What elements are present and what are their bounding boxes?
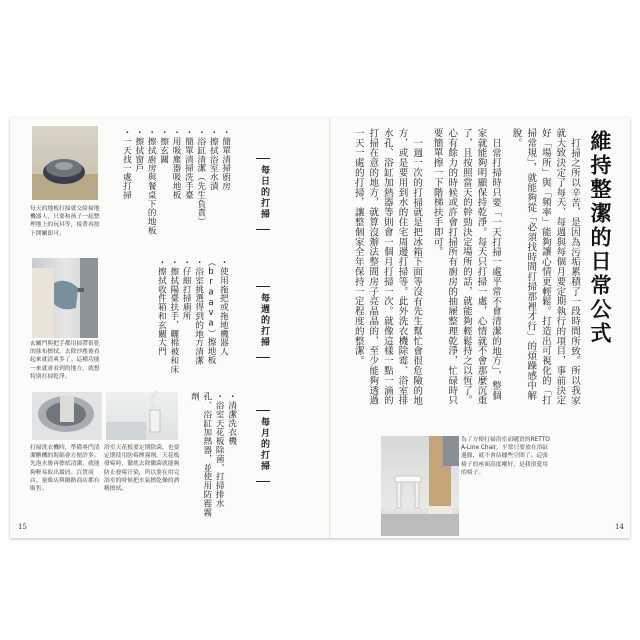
- page-number-left: 15: [18, 523, 27, 531]
- door-cleaning-photo: [32, 258, 98, 338]
- bath-chair-photo: [381, 436, 459, 536]
- monthly-cleaning-heading-box: [256, 410, 270, 482]
- daily-task-item: ・擦玄關: [158, 128, 169, 164]
- washing-machine-illustration: [32, 392, 102, 440]
- right-page: [331, 118, 630, 538]
- daily-task-item: ・擦拭廚房與餐桌下的地板: [146, 128, 157, 235]
- page-title: 維持整潔的日常公式: [588, 130, 612, 346]
- weekly-task-item: ・浴室挑選得到的地方清潔: [193, 258, 204, 365]
- bathroom-fogger-illustration: [106, 392, 178, 440]
- weekly-cleaning-heading: 每週的打掃: [259, 293, 269, 348]
- daily-task-list: [120, 128, 232, 253]
- photo-caption-door: 玄關門與把手都用掃帶很乾的抹布擦拭，去除沙塵後看起來就清爽多了。這種功能一來就會看到的地方，就想特別打掃乾淨。: [30, 341, 100, 380]
- daily-task-item: ・浴缸清潔（先生負責）: [195, 128, 206, 226]
- body-paragraphs: [352, 128, 581, 408]
- weekly-task-item: ・使用拖把或拖地機器人（braava）擦地板: [206, 258, 229, 365]
- washing-machine-photo: [32, 392, 102, 440]
- weekly-task-item: ・擦拭陽臺扶手，曬棉被和床: [168, 258, 179, 374]
- monthly-task-item: ・清潔洗衣機: [226, 392, 237, 446]
- body-paragraph: 日常打掃時只要「一天打掃一處平常不會清潔的地方」，整個家就能夠明顯保持乾淨。每天只打掃一處，心情就不會那麼沉重了，且按照當天的幹勁決定場所的話，就能夠輕鬆持之以恆了。心有餘力的時候或許會打掃所有廚房的抽屜整理乾淨，忙碌時只要簡單擦一下階梯扶手即可。: [431, 128, 502, 406]
- weekly-cleaning-heading-box: [256, 286, 270, 358]
- robot-vacuum-photo: [32, 126, 98, 200]
- photo-caption-robot: 每天的地板打掃就交給掃地機器人，只要和孩子一起整理地上的玩具等，接著再按下開關即可。: [30, 206, 100, 237]
- door-cleaning-illustration: [32, 258, 98, 338]
- book-spread: [10, 118, 630, 538]
- daily-cleaning-heading: 每日的打掃: [259, 165, 269, 220]
- weekly-task-item: ・仔細打掃廁所: [181, 258, 192, 321]
- daily-task-item: ・簡單清掃廚房: [220, 128, 231, 191]
- daily-task-item: ・一天找一處打掃: [121, 128, 132, 200]
- weekly-task-item: ・擦拭收件箱和玄關大門: [156, 258, 167, 356]
- robot-vacuum-illustration: [32, 126, 98, 200]
- monthly-task-item: ・浴室天花板除菌，打掃排水孔、浴缸加熱器，並使用防霉霧劑: [189, 392, 225, 517]
- photo-caption-chair: 為了方便打掃浴室而購買的RETTO A-Line Chair，平常只要放在浴缸邊緣，就不會佔據些空間了。這張椅子的座面高度剛好，是我很愛用的椅子。: [461, 437, 550, 476]
- body-paragraph: 打掃之所以辛苦，是因為污垢累積了一段時間所致。所以我家就大致決定了每天、每週與每個月要定期執行的項目，事前決定好「場所」與「頻率」能夠讓心情更輕鬆。打造出可視化的「打掃常規」，就能夠從「必須找時間打掃那裡才行」的煩躁感中解脫。: [510, 128, 580, 406]
- photo-caption-washer: 打掃洗衣機時，準備專門清潔櫃機的海綿會方便許多。先泡水後再擦拭清潔，就能夠輕易取出鬚屑。百貨商店、量販店與網路商店都有販售。: [30, 445, 100, 493]
- body-paragraph: 一週一次的打掃就是把冰箱下面等沒有先生幫忙會很危險的地方，或是要用到水的住宅周邊打掃等。此外洗衣機除霉、浴室排水孔、浴缸加熱器等則會一個月打掃一次。就像這樣一點一滴的打掃在意的地方，就算沒辦法整間房子亮晶晶的，至少能夠透過一天一處的打掃，讓整個家全年保持一定程度的整潔。: [352, 128, 423, 406]
- monthly-task-list: [188, 392, 238, 517]
- daily-cleaning-heading-box: [256, 158, 270, 230]
- daily-task-item: ・擦拭浴室水漬: [208, 128, 219, 191]
- left-page: [10, 118, 329, 538]
- weekly-task-list: [155, 258, 229, 383]
- photo-caption-bathroom: 浴室天花板要定期除菌，也要定期使用防霉煙霧劑。天花板發霉時，徹底去除黴菌就能夠防止發霉汙染，所以要在用完浴室的時候把水氣擦乾燥的酒精擦拭。: [104, 445, 180, 493]
- daily-task-item: ・擦拭窗戶: [133, 128, 144, 173]
- daily-task-item: ・簡單清掃洗手臺: [183, 128, 194, 200]
- page-number-right: 14: [615, 523, 624, 531]
- bath-chair-illustration: [381, 436, 459, 536]
- bathroom-fogger-photo: [106, 392, 178, 440]
- monthly-cleaning-heading: 每月的打掃: [259, 417, 269, 472]
- daily-task-item: ・用吸塵器吸地板: [171, 128, 182, 200]
